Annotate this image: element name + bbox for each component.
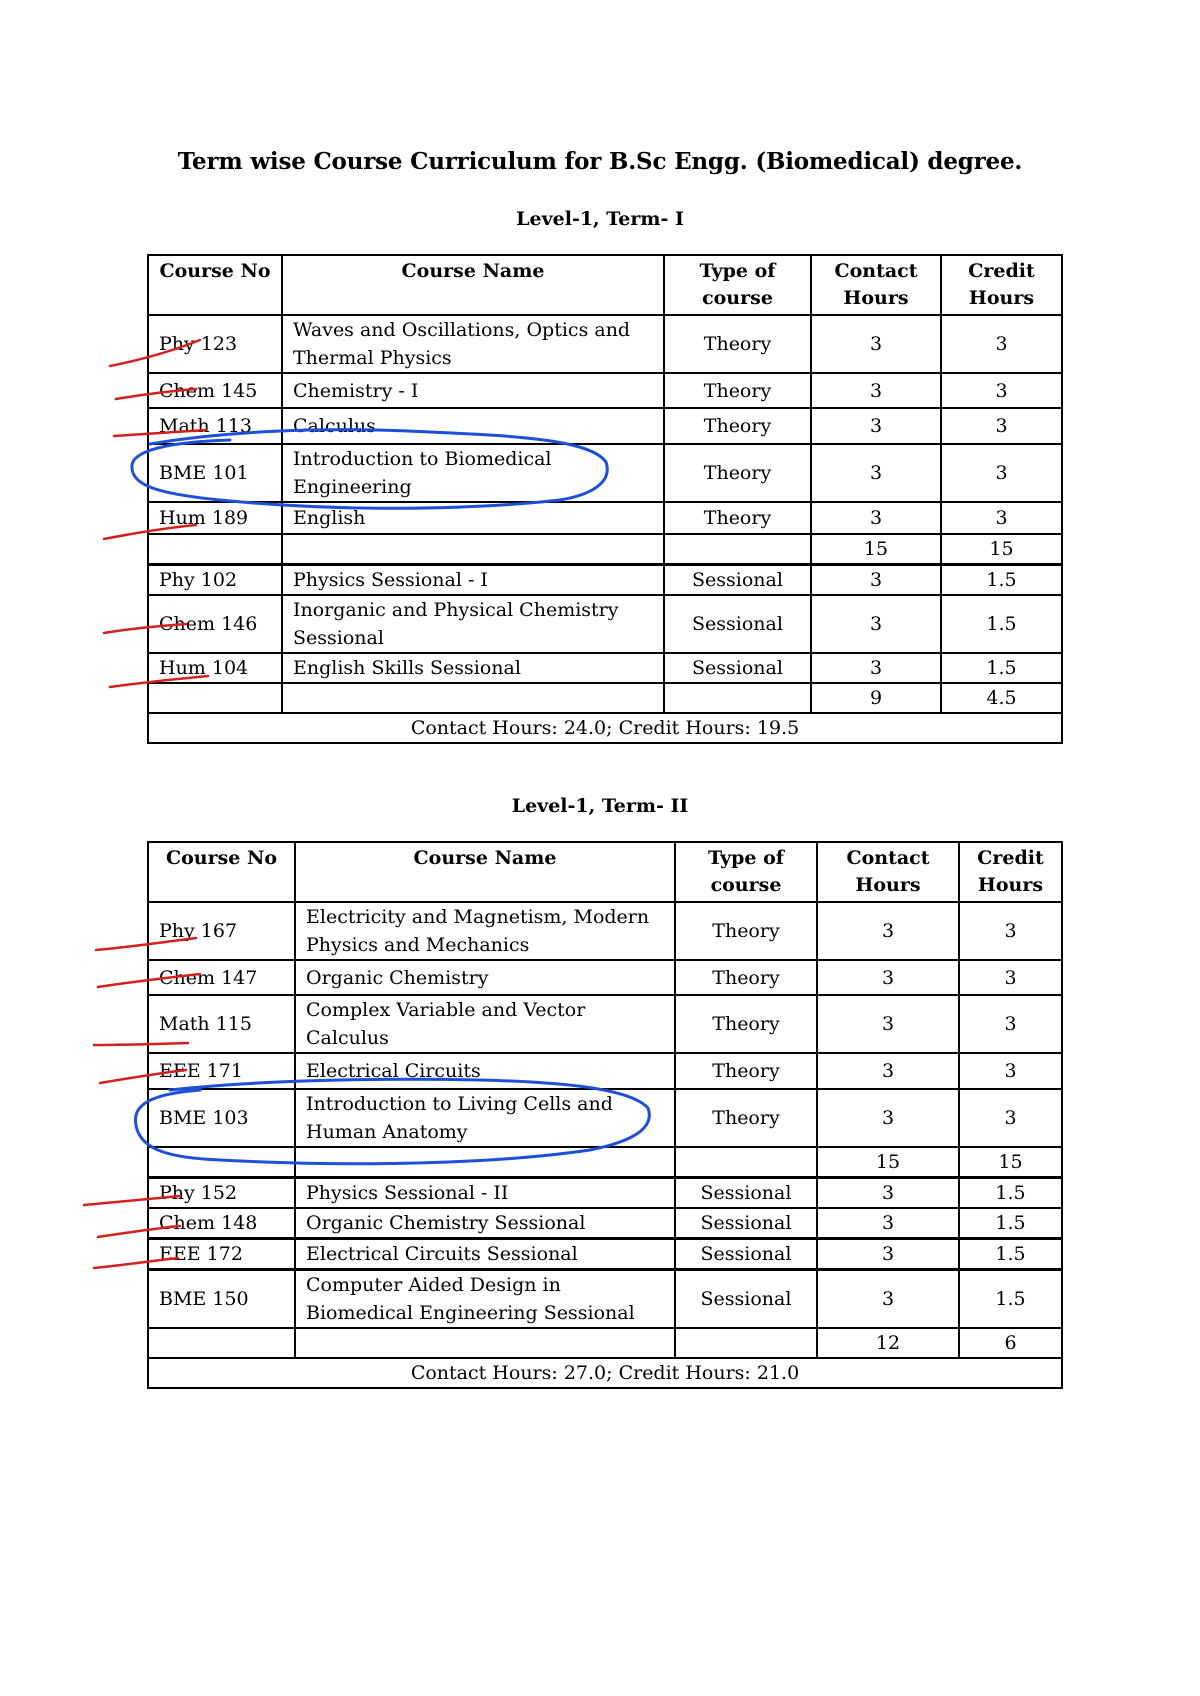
course-name: Physics Sessional - II [295, 1178, 675, 1209]
subtotal-credit: 4.5 [941, 683, 1062, 713]
course-no: Chem 145 [148, 373, 282, 408]
contact-hours: 3 [811, 653, 941, 683]
course-no: Hum 189 [148, 502, 282, 534]
course-no: Math 115 [148, 995, 295, 1053]
contact-hours: 3 [811, 315, 941, 373]
credit-hours: 1.5 [941, 595, 1062, 653]
course-type: Sessional [664, 653, 811, 683]
credit-hours: 3 [941, 444, 1062, 502]
credit-hours: 3 [941, 373, 1062, 408]
credit-hours: 3 [941, 408, 1062, 444]
table-row [148, 1178, 1062, 1209]
subtotal-contact: 12 [817, 1328, 959, 1358]
course-no: Phy 123 [148, 315, 282, 373]
table-row [148, 565, 1062, 596]
contact-hours: 3 [817, 1239, 959, 1270]
table-row [148, 1053, 1062, 1089]
table-row [148, 373, 1062, 408]
course-type: Theory [664, 502, 811, 534]
course-type: Theory [664, 444, 811, 502]
contact-hours: 3 [817, 1208, 959, 1239]
course-type: Sessional [675, 1178, 817, 1209]
course-no: BME 150 [148, 1270, 295, 1329]
credit-hours: 1.5 [959, 1239, 1062, 1270]
contact-hours: 3 [811, 373, 941, 408]
course-name: Chemistry - I [282, 373, 664, 408]
subtotal-row [148, 1328, 1062, 1358]
credit-hours: 3 [959, 960, 1062, 995]
table-header-row [148, 255, 1062, 315]
course-name: English Skills Sessional [282, 653, 664, 683]
course-no: Chem 146 [148, 595, 282, 653]
term-2-heading: Level-1, Term- II [511, 795, 689, 817]
table-row [148, 995, 1062, 1053]
course-type: Theory [664, 315, 811, 373]
contact-hours: 3 [811, 444, 941, 502]
credit-hours: 3 [941, 502, 1062, 534]
course-name: Electrical Circuits Sessional [295, 1239, 675, 1270]
course-type: Sessional [664, 595, 811, 653]
credit-hours: 3 [941, 315, 1062, 373]
credit-hours: 3 [959, 1089, 1062, 1147]
course-name: Electricity and Magnetism, Modern Physics and Mechanics [295, 902, 675, 960]
header-contact-hours: Contact Hours [811, 255, 941, 315]
course-name: Calculus [282, 408, 664, 444]
header-course-no: Course No [148, 842, 295, 902]
credit-hours: 1.5 [959, 1208, 1062, 1239]
course-no: EEE 171 [148, 1053, 295, 1089]
table-row [148, 444, 1062, 502]
course-name: Introduction to Living Cells and Human Anatomy [295, 1089, 675, 1147]
contact-hours: 3 [817, 1053, 959, 1089]
subtotal-credit: 15 [959, 1147, 1062, 1178]
subtotal-row [148, 1147, 1062, 1178]
credit-hours: 1.5 [959, 1178, 1062, 1209]
course-no: BME 103 [148, 1089, 295, 1147]
subtotal-contact: 15 [817, 1147, 959, 1178]
course-type: Theory [664, 373, 811, 408]
course-name: Electrical Circuits [295, 1053, 675, 1089]
course-name: Waves and Oscillations, Optics and Thermal Physics [282, 315, 664, 373]
contact-hours: 3 [811, 408, 941, 444]
course-no: Phy 102 [148, 565, 282, 596]
subtotal-row [148, 534, 1062, 565]
credit-hours: 3 [959, 902, 1062, 960]
contact-hours: 3 [811, 502, 941, 534]
course-type: Sessional [675, 1270, 817, 1329]
header-course-name: Course Name [282, 255, 664, 315]
course-no: Phy 167 [148, 902, 295, 960]
header-type: Type of course [664, 255, 811, 315]
course-type: Sessional [675, 1239, 817, 1270]
contact-hours: 3 [817, 902, 959, 960]
subtotal-contact: 9 [811, 683, 941, 713]
course-no: Math 113 [148, 408, 282, 444]
course-name: Inorganic and Physical Chemistry Sessional [282, 595, 664, 653]
contact-hours: 3 [811, 565, 941, 596]
course-type: Theory [664, 408, 811, 444]
course-name: Organic Chemistry Sessional [295, 1208, 675, 1239]
table-row [148, 315, 1062, 373]
term-summary: Contact Hours: 27.0; Credit Hours: 21.0 [148, 1358, 1062, 1388]
header-type: Type of course [675, 842, 817, 902]
credit-hours: 3 [959, 1053, 1062, 1089]
header-contact-hours: Contact Hours [817, 842, 959, 902]
document-title: Term wise Course Curriculum for B.Sc Engg. (Biomedical) degree. [177, 148, 1023, 175]
course-name: Organic Chemistry [295, 960, 675, 995]
table-header-row [148, 842, 1062, 902]
footer-row [148, 713, 1062, 743]
table-row [148, 653, 1062, 683]
course-name: Physics Sessional - I [282, 565, 664, 596]
credit-hours: 1.5 [941, 653, 1062, 683]
course-type: Theory [675, 1089, 817, 1147]
course-no: Hum 104 [148, 653, 282, 683]
table-row [148, 595, 1062, 653]
term-1-table [147, 254, 1063, 744]
subtotal-row [148, 683, 1062, 713]
course-type: Theory [675, 1053, 817, 1089]
course-type: Theory [675, 960, 817, 995]
course-no: EEE 172 [148, 1239, 295, 1270]
table-row [148, 1089, 1062, 1147]
credit-hours: 3 [959, 995, 1062, 1053]
course-type: Sessional [675, 1208, 817, 1239]
course-name: Complex Variable and Vector Calculus [295, 995, 675, 1053]
course-type: Sessional [664, 565, 811, 596]
header-credit-hours: Credit Hours [959, 842, 1062, 902]
term-2-table [147, 841, 1063, 1389]
contact-hours: 3 [817, 1178, 959, 1209]
subtotal-credit: 6 [959, 1328, 1062, 1358]
course-no: Chem 147 [148, 960, 295, 995]
credit-hours: 1.5 [941, 565, 1062, 596]
course-no: Phy 152 [148, 1178, 295, 1209]
table-row [148, 1239, 1062, 1270]
term-1-heading: Level-1, Term- I [516, 208, 684, 230]
course-no: BME 101 [148, 444, 282, 502]
course-type: Theory [675, 995, 817, 1053]
table-row [148, 502, 1062, 534]
contact-hours: 3 [817, 995, 959, 1053]
table-row [148, 408, 1062, 444]
contact-hours: 3 [811, 595, 941, 653]
credit-hours: 1.5 [959, 1270, 1062, 1329]
course-name: English [282, 502, 664, 534]
table-row [148, 960, 1062, 995]
header-credit-hours: Credit Hours [941, 255, 1062, 315]
table-row [148, 1208, 1062, 1239]
subtotal-credit: 15 [941, 534, 1062, 565]
course-name: Introduction to Biomedical Engineering [282, 444, 664, 502]
course-name: Computer Aided Design in Biomedical Engineering Sessional [295, 1270, 675, 1329]
table-row [148, 1270, 1062, 1329]
subtotal-contact: 15 [811, 534, 941, 565]
contact-hours: 3 [817, 1270, 959, 1329]
term-summary: Contact Hours: 24.0; Credit Hours: 19.5 [148, 713, 1062, 743]
contact-hours: 3 [817, 960, 959, 995]
course-no: Chem 148 [148, 1208, 295, 1239]
footer-row [148, 1358, 1062, 1388]
contact-hours: 3 [817, 1089, 959, 1147]
header-course-no: Course No [148, 255, 282, 315]
course-type: Theory [675, 902, 817, 960]
header-course-name: Course Name [295, 842, 675, 902]
table-row [148, 902, 1062, 960]
